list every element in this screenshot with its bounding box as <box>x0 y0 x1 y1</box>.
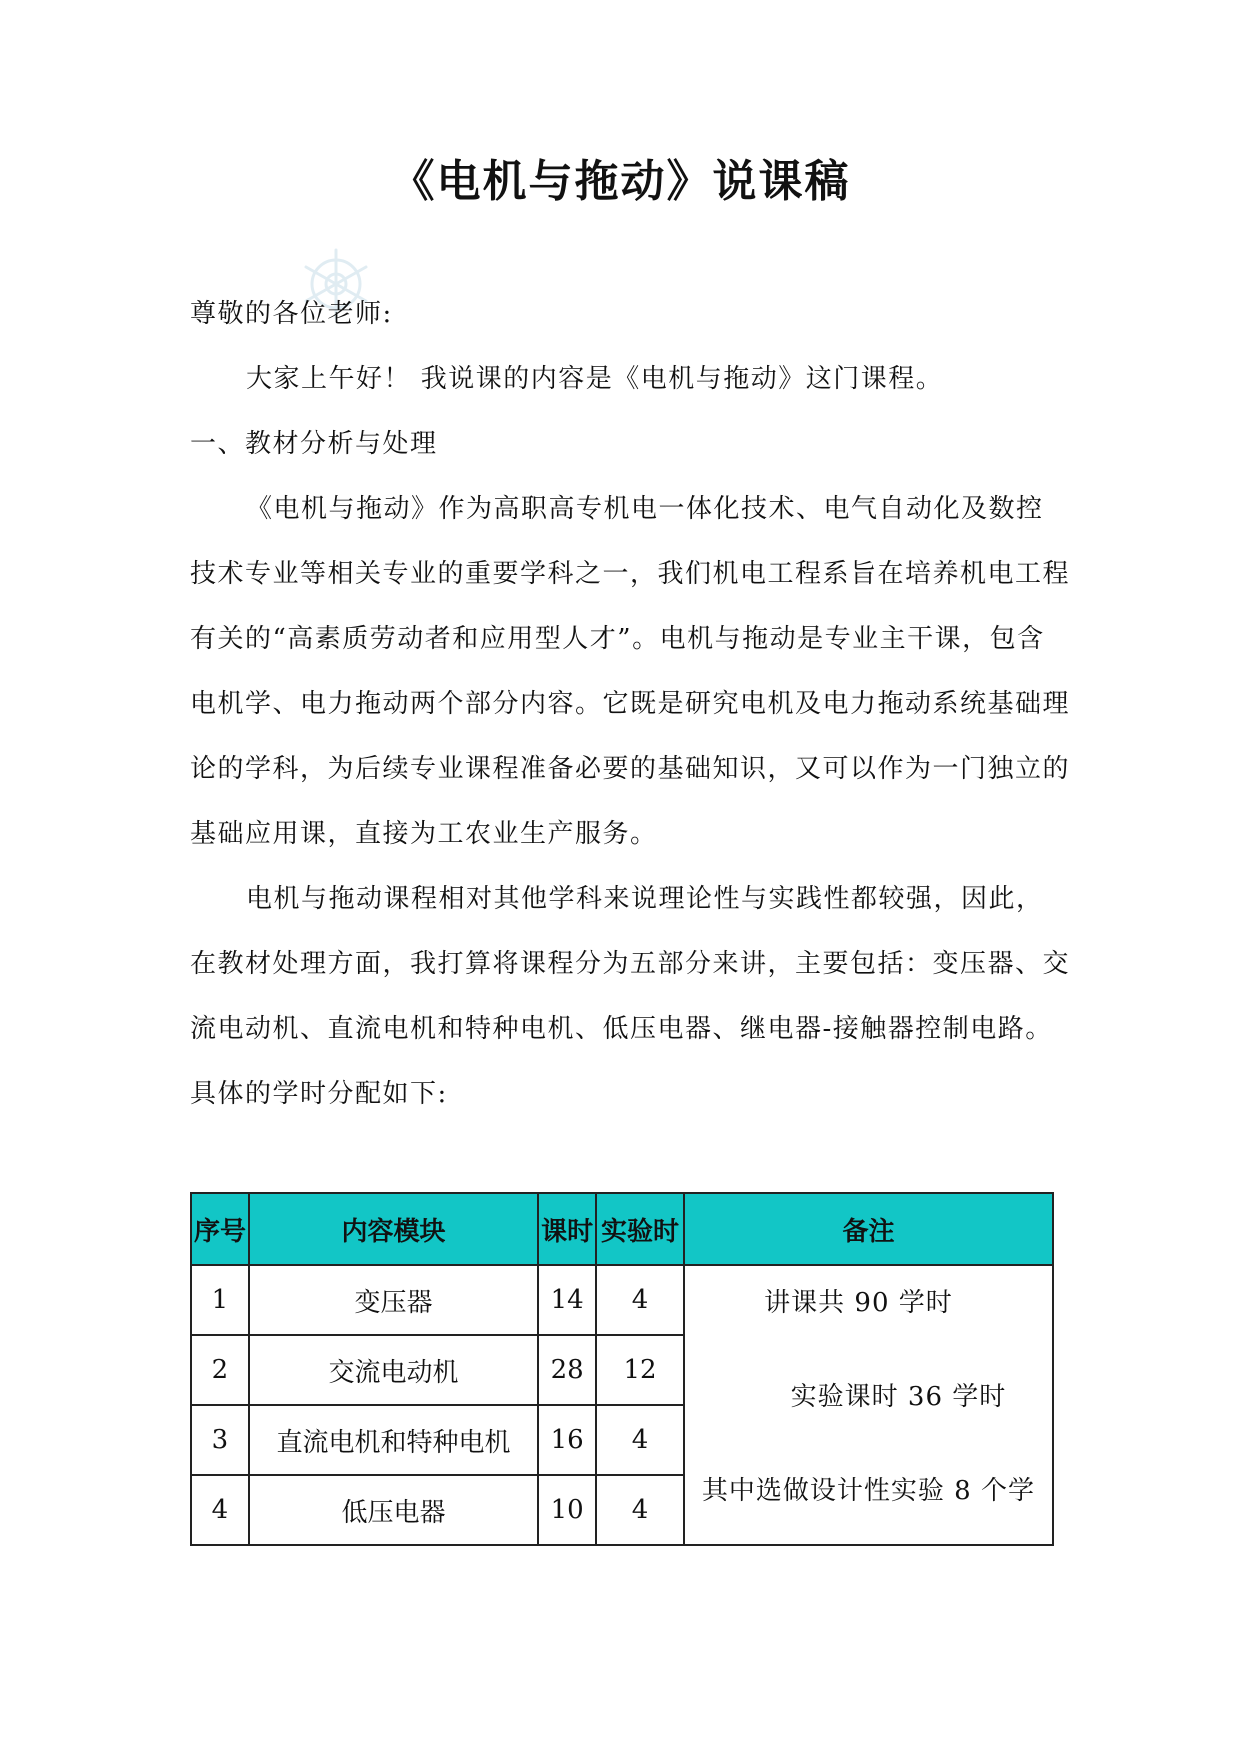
table-row <box>191 1265 1053 1335</box>
cell-seq: 1 <box>191 1265 249 1335</box>
header-hours: 课时 <box>538 1193 596 1265</box>
cell-lab-hours: 4 <box>596 1265 684 1335</box>
cell-seq: 2 <box>191 1335 249 1405</box>
table-header-row <box>191 1193 1053 1265</box>
header-notes: 备注 <box>684 1193 1053 1265</box>
header-lab-hours: 实验时 <box>596 1193 684 1265</box>
salutation: 尊敬的各位老师: <box>190 299 393 329</box>
greeting: 大家上午好！ 我说课的内容是《电机与拖动》这门课程。 <box>246 364 944 394</box>
document-title: 《电机与拖动》说课稿 <box>390 156 851 207</box>
cell-seq: 4 <box>191 1475 249 1545</box>
cell-content: 交流电动机 <box>249 1335 538 1405</box>
note-lecture-hours: 讲课共 90 学时 <box>764 1288 953 1318</box>
cell-lab-hours: 12 <box>596 1335 684 1405</box>
header-seq: 序号 <box>191 1193 249 1265</box>
cell-lab-hours: 4 <box>596 1475 684 1545</box>
cell-notes <box>684 1265 1053 1545</box>
hours-allocation-table <box>190 1192 1054 1546</box>
cell-hours: 16 <box>538 1405 596 1475</box>
cell-hours: 14 <box>538 1265 596 1335</box>
header-content: 内容模块 <box>249 1193 538 1265</box>
note-design-experiments: 其中选做设计性实验 8 个学 <box>701 1476 1035 1506</box>
cell-hours: 28 <box>538 1335 596 1405</box>
paragraph-course-structure: 电机与拖动课程相对其他学科来说理论性与实践性都较强，因此，在教材处理方面，我打算将课程分为五部分来讲，主要包括：变压器、交流电动机、直流电机和特种电机、低压电器、继电器-接触器控制电路。具体的学时分配如下: <box>190 884 1071 1109</box>
section-heading: 一、教材分析与处理 <box>190 429 438 459</box>
cell-hours: 10 <box>538 1475 596 1545</box>
cell-content: 变压器 <box>249 1265 538 1335</box>
cell-content: 低压电器 <box>249 1475 538 1545</box>
cell-seq: 3 <box>191 1405 249 1475</box>
paragraph-textbook-analysis: 《电机与拖动》作为高职高专机电一体化技术、电气自动化及数控技术专业等相关专业的重要学科之一，我们机电工程系旨在培养机电工程有关的“高素质劳动者和应用型人才”。电机与拖动是专业主干课，包含电机学、电力拖动两个部分内容。它既是研究电机及电力拖动系统基础理论的学科，为后续专业课程准备必要的基础知识，又可以作为一门独立的基础应用课，直接为工农业生产服务。 <box>190 494 1071 849</box>
cell-lab-hours: 4 <box>596 1405 684 1475</box>
note-lab-hours: 实验课时 36 学时 <box>790 1382 1007 1412</box>
cell-content: 直流电机和特种电机 <box>249 1405 538 1475</box>
